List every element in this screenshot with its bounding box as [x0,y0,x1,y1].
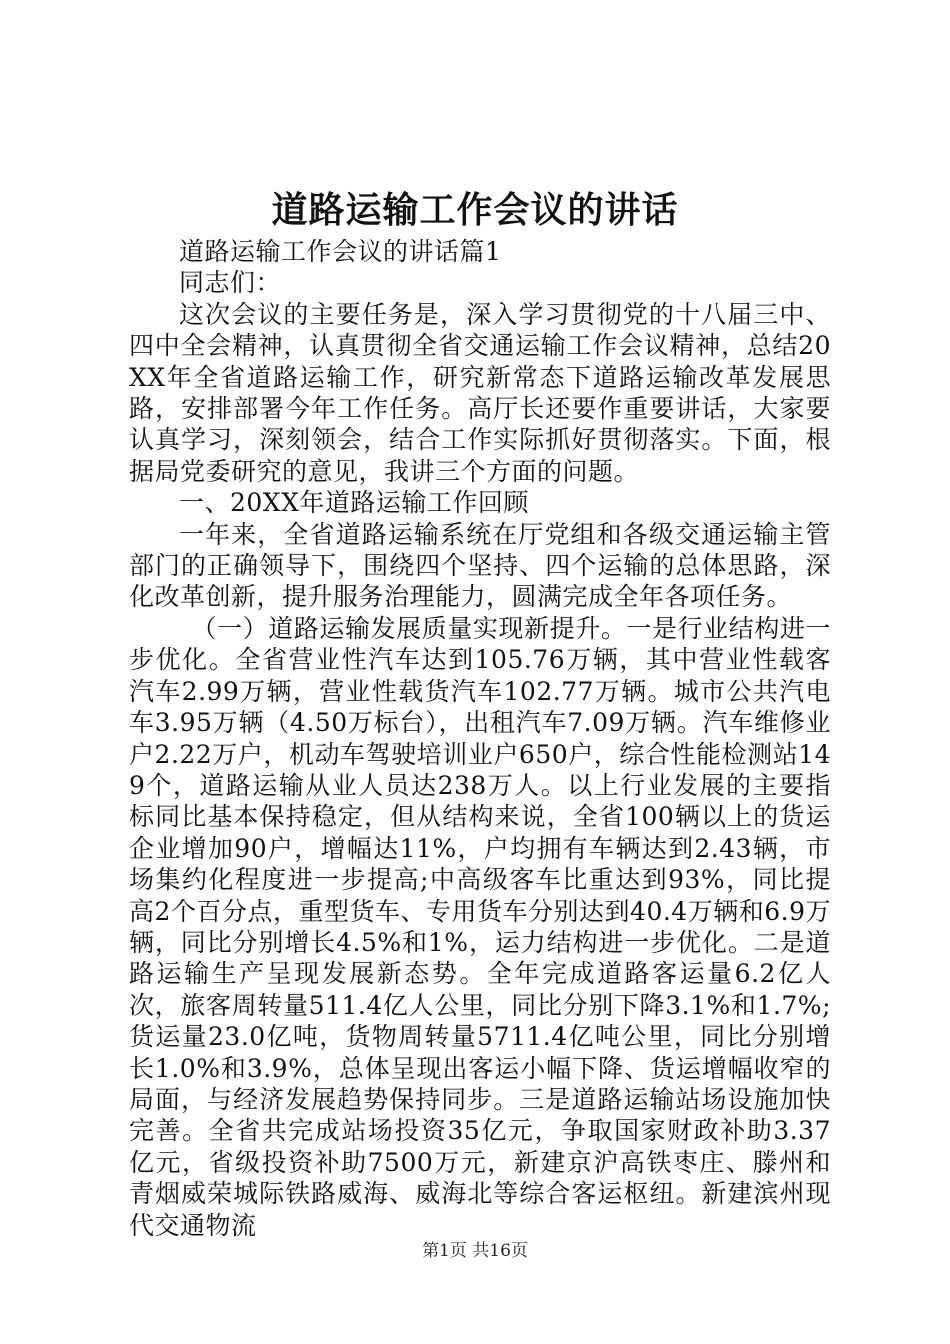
paragraph-intro: 这次会议的主要任务是，深入学习贯彻党的十八届三中、四中全会精神，认真贯彻全省交通运输工作会议精神，总结20XX年全省道路运输工作，研究新常态下道路运输改革发展思路，安排部署今年工作任务。高厅长还要作重要讲话，大家要认真学习，深刻领会，结合工作实际抓好贯彻落实。下面，根据局党委研究的意见，我讲三个方面的问题。 [129,299,831,486]
document-body [129,236,831,1241]
paragraph-review: 一年来，全省道路运输系统在厅党组和各级交通运输主管部门的正确领导下，围绕四个坚持、四个运输的总体思路，深化改革创新，提升服务治理能力，圆满完成全年各项任务。 [129,519,831,612]
page-footer: 第1页 共16页 [422,1241,528,1261]
paragraph-detail: （一）道路运输发展质量实现新提升。一是行业结构进一步优化。全省营业性汽车达到105.76万辆，其中营业性载客汽车2.99万辆，营业性载货汽车102.77万辆。城市公共汽电车3.95万辆（4.50万标台），出租汽车7.09万辆。汽车维修业户2.22万户，机动车驾驶培训业户650户，综合性能检测站149个，道路运输从业人员达238万人。以上行业发展的主要指标同比基本保持稳定，但从结构来说，全省100辆以上的货运企业增加90户，增幅达11%，户均拥有车辆达到2.43辆，市场集约化程度进一步提高;中高级客车比重达到93%，同比提高2个百分点，重型货车、专用货车分别达到40.4万辆和6.9万辆，同比分别增长4.5%和1%，运力结构进一步优化。二是道路运输生产呈现发展新态势。全年完成道路客运量6.2亿人次，旅客周转量511.4亿人公里，同比分别下降3.1%和1.7%;货运量23.0亿吨，货物周转量5711.4亿吨公里，同比分别增长1.0%和3.9%，总体呈现出客运小幅下降、货运增幅收窄的局面，与经济发展趋势保持同步。三是道路运输站场设施加快完善。全省共完成站场投资35亿元，争取国家财政补助3.37亿元，省级投资补助7500万元，新建京沪高铁枣庄、滕州和青烟威荣城际铁路威海、威海北等综合客运枢纽。新建滨州现代交通物流 [129,613,831,1240]
paragraph-section-heading: 一、20XX年道路运输工作回顾 [179,488,529,518]
paragraph-heading: 道路运输工作会议的讲话篇1 [179,237,502,266]
paragraph-salutation: 同志们： [179,268,282,298]
document-title: 道路运输工作会议的讲话 [271,189,679,231]
